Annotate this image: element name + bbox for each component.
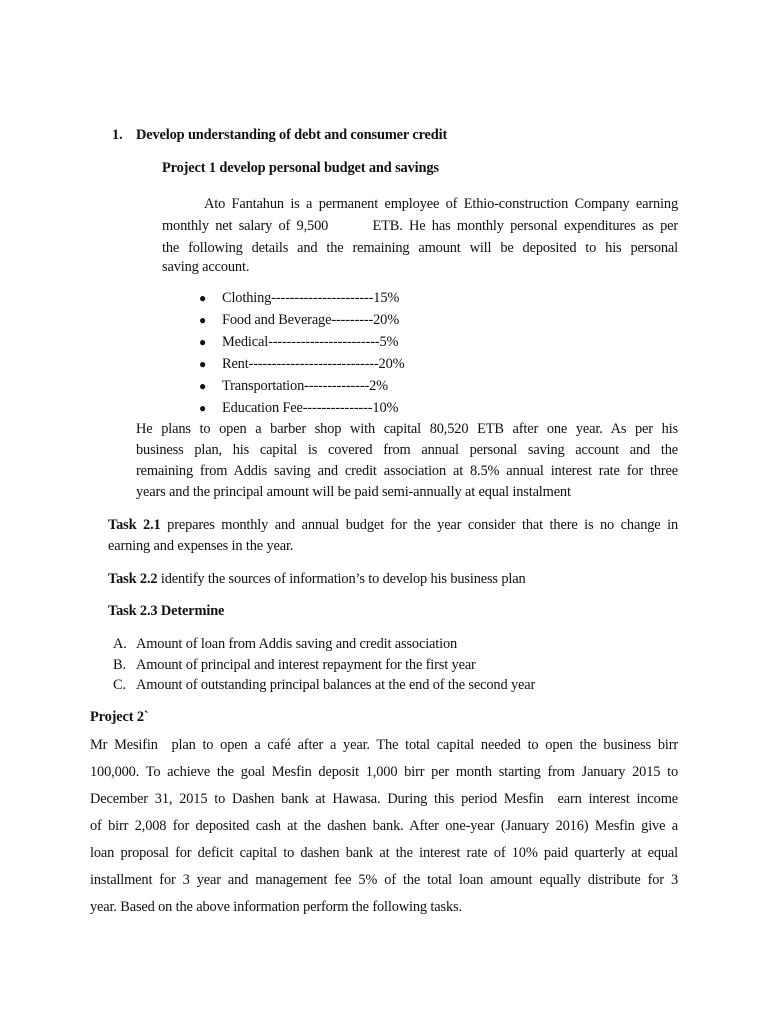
bullet-icon: ●	[199, 313, 207, 327]
project2-title: Project 2`	[90, 709, 149, 725]
task-text: identify the sources of information’s to develop his business plan	[157, 571, 526, 587]
project2-paragraph-line: installment for 3 year and management fee 5% of the total loan amount equally distribute for 3	[90, 872, 678, 888]
project2-paragraph-line: December 31, 2015 to Dashen bank at Hawasa. During this period Mesfin earn interest income	[90, 791, 678, 807]
document-page: 1. Develop understanding of debt and consumer credit Project 1 develop personal budget and savings Ato Fantahun is a permanent employee of Ethio-construction Company earning monthly net salary of 9,500 ETB. He has monthly personal expenditures as per the following details and the remaining amount will be deposited to his personal saving account. ● Clothing----------------------15% ● Food and Beverage---------20% ● Medical------------------------5% ● Rent----------------------------20% ● Transportation--------------2% ● Education Fee---------------10% He plans to open a barber shop with capital 80,520 ETB after one year. As per his business plan, his capital is covered from annual personal saving account and the remaining from Addis saving and credit association at 8.5% annual interest rate for three years and the principal amount will be paid semi-annually at equal instalment Task 2.1 prepares monthly and annual budget for the year consider that there is no change in earning and expenses in the year. Task 2.2 identify the sources of information’s to develop his business plan Task 2.3 Determine A. Amount of loan from Addis saving and credit association B. Amount of principal and interest repayment for the first year C. Amount of outstanding principal balances at the end of the second year Project 2` Mr Mesifin plan to open a café after a year. The total capital needed to open the business birr 100,000. To achieve the goal Mesfin deposit 1,000 birr per month starting from January 2015 to December 31, 2015 to Dashen bank at Hawasa. During this period Mesfin earn interest income of birr 2,008 for deposited cash at the dashen bank. After one-year (January 2016) Mesfin give a loan proposal for deficit capital to dashen bank at the interest rate of 10% paid quarterly at equal installment for 3 year and management fee 5% of the total loan amount equally distribute for 3 year. Based on the above information perform the following tasks.	[0, 0, 768, 1024]
bullet-icon: ●	[199, 401, 207, 415]
task-label: Task 2.2	[108, 571, 158, 587]
plan-paragraph-line: remaining from Addis saving and credit association at 8.5% annual interest rate for three	[136, 463, 678, 479]
project2-paragraph-line: Mr Mesifin plan to open a café after a year. The total capital needed to open the business birr	[90, 737, 678, 753]
project1-paragraph-line: the following details and the remaining amount will be deposited to his personal	[162, 240, 678, 256]
plan-paragraph-line: business plan, his capital is covered from annual personal saving account and the	[136, 442, 678, 458]
bullet-icon: ●	[199, 335, 207, 349]
task-label: Task 2.1	[108, 517, 161, 533]
task-2-3: Task 2.3 Determine	[108, 603, 225, 619]
project1-title: Project 1 develop personal budget and savings	[162, 160, 439, 176]
bullet-icon: ●	[199, 357, 207, 371]
project2-paragraph-line: 100,000. To achieve the goal Mesfin deposit 1,000 birr per month starting from January 2015 to	[90, 764, 678, 780]
task-2-1	[108, 514, 678, 536]
project1-paragraph-line: monthly net salary of 9,500 ETB. He has monthly personal expenditures as per	[162, 218, 678, 234]
heading-number: 1.	[112, 127, 123, 143]
plan-paragraph-line: He plans to open a barber shop with capital 80,520 ETB after one year. As per his	[136, 421, 678, 437]
project1-paragraph-line: Ato Fantahun is a permanent employee of Ethio-construction Company earning	[204, 196, 678, 212]
project2-paragraph-line: loan proposal for deficit capital to dashen bank at the interest rate of 10% paid quarterly at equal	[90, 845, 678, 861]
heading-title: Develop understanding of debt and consumer credit	[136, 127, 448, 143]
bullet-icon: ●	[199, 379, 207, 393]
project1-paragraph-line: saving account.	[162, 259, 250, 275]
task-text: prepares monthly and annual budget for the year consider that there is no change in	[160, 517, 678, 533]
task-2-2	[108, 568, 678, 590]
task-2-1-continued: earning and expenses in the year.	[108, 538, 294, 554]
bullet-icon: ●	[199, 291, 207, 305]
project2-paragraph-line: of birr 2,008 for deposited cash at the dashen bank. After one-year (January 2016) Mesfin give a	[90, 818, 678, 834]
plan-paragraph-line: years and the principal amount will be paid semi-annually at equal instalment	[136, 484, 571, 500]
project2-paragraph-line: year. Based on the above information perform the following tasks.	[90, 899, 462, 915]
